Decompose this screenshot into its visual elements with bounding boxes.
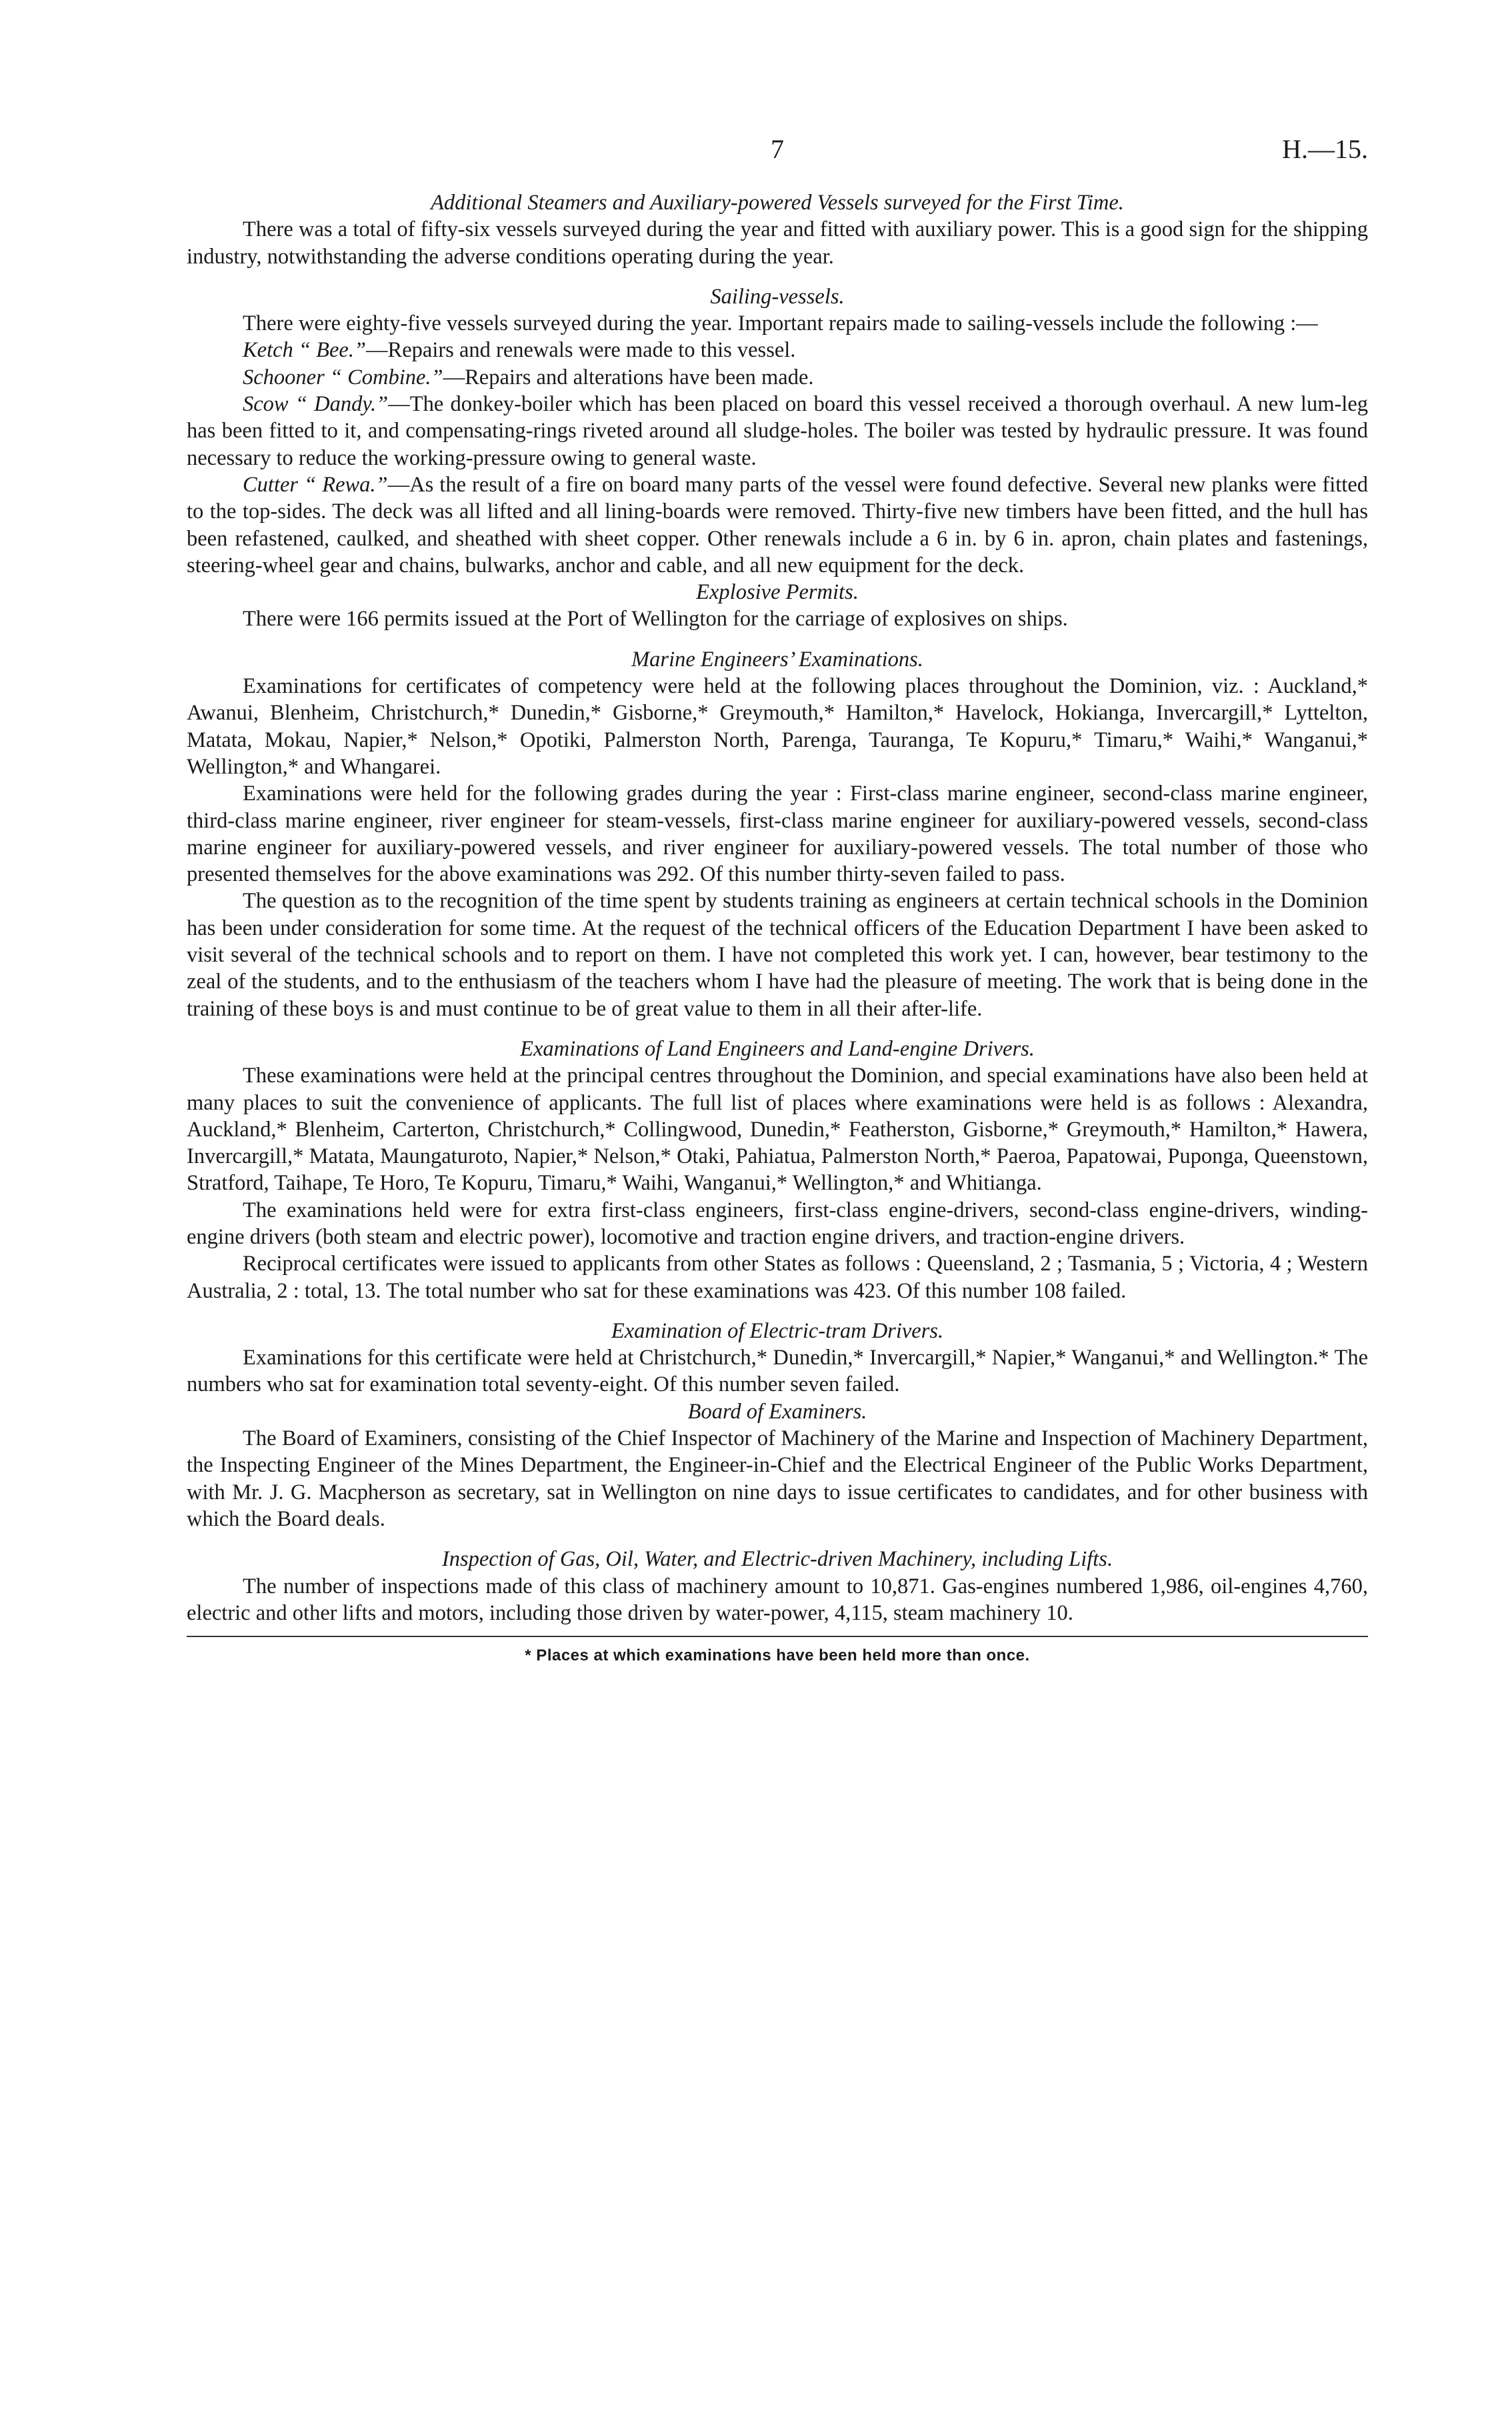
document-body [187, 189, 1368, 1669]
vessel-text: —As the result of a fire on board many parts of the vessel were found defective. Several new planks were fitted to the top-sides. The deck was all lifted and all lining-boards were removed. Thirty-five new timbers have been fitted, and the hull has been refastened, caulked, and sheathed with sheet copper. Other renewals include a 6 in. by 6 in. apron, chain plates and fastenings, steering-wheel gear and chains, bulwarks, anchor and cable, and all new equipment for the deck. [187, 472, 1368, 577]
section-heading-electric-tram: Examination of Electric-tram Drivers. [611, 1318, 944, 1343]
paragraph: Examinations for certificates of competency were held at the following places throughout the Dominion, viz. : Auckland,* Awanui, Blenheim, Christchurch,* Dunedin,* Gisborne,* Greymouth,* Hamilton,* Havelock, Hokianga, Invercargill,* Lyttelton, Matata, Mokau, Napier,* Nelson,* Opotiki, Palmerston North, Parenga, Tauranga, Te Kopuru,* Timaru,* Waihi,* Wanganui,* Wellington,* and Whangarei. [187, 674, 1368, 779]
page-header [187, 133, 1368, 173]
section-heading-land-engineers: Examinations of Land Engineers and Land-engine Drivers. [520, 1036, 1035, 1061]
vessel-name: Cutter “ Rewa.” [243, 472, 388, 497]
vessel-name: Schooner “ Combine.” [243, 365, 443, 389]
paragraph: The number of inspections made of this class of machinery amount to 10,871. Gas-engines numbered 1,986, oil-engines 4,760, electric and other lifts and motors, including those driven by water-power, 4,115, steam machinery 10. [187, 1574, 1368, 1625]
section-heading-board-examiners: Board of Examiners. [687, 1399, 867, 1424]
paragraph: The examinations held were for extra first-class engineers, first-class engine-drivers, second-class engine-drivers, winding-engine drivers (both steam and electric power), locomotive and traction engine drivers, and traction-engine drivers. [187, 1198, 1368, 1249]
paragraph: There were eighty-five vessels surveyed during the year. Important repairs made to sailing-vessels include the following :— [243, 311, 1318, 336]
section-heading-sailing-vessels: Sailing-vessels. [710, 284, 845, 309]
section-heading-inspection-machinery: Inspection of Gas, Oil, Water, and Electric-driven Machinery, including Lifts. [441, 1547, 1113, 1572]
vessel-text: —Repairs and alterations have been made. [443, 365, 814, 389]
vessel-entry-rewa [187, 471, 1368, 579]
paragraph: The Board of Examiners, consisting of the Chief Inspector of Machinery of the Marine and Inspection of Machinery Department, the Inspecting Engineer of the Mines Department, the Engineer-in-Chief and the Electrical Engineer of the Public Works Department, with Mr. J. G. Macpherson as secretary, sat in Wellington on nine days to issue certificates to candidates, and for other business with which the Board deals. [187, 1426, 1368, 1531]
vessel-entry-combine [187, 364, 1368, 391]
section-heading-additional-steamers: Additional Steamers and Auxiliary-powered Vessels surveyed for the First Time. [431, 191, 1124, 215]
vessel-entry-dandy [187, 391, 1368, 471]
paragraph: These examinations were held at the principal centres throughout the Dominion, and special examinations have also been held at many places to suit the convenience of applicants. The full list of places where examinations were held is as follows : Alexandra, Auckland,* Blenheim, Carterton, Christchurch,* Collingwood, Dunedin,* Featherston, Gisborne,* Greymouth,* Hamilton,* Hawera, Invercargill,* Matata, Maungaturoto, Napier,* Nelson,* Otaki, Pahiatua, Palmerston North,* Paeroa, Papatowai, Puponga, Queenstown, Stratford, Taihape, Te Horo, Te Kopuru, Timaru,* Waihi, Wanganui,* Wellington,* and Whitianga. [187, 1064, 1368, 1196]
section-heading-marine-engineers: Marine Engineers’ Examinations. [631, 647, 923, 672]
page-number: 7 [771, 134, 784, 164]
vessel-entry-bee [187, 337, 1368, 363]
document-reference: H.—15. [1282, 134, 1368, 164]
paragraph: The question as to the recognition of the time spent by students training as engineers at certain technical schools in the Dominion has been under consideration for some time. At the request of the technical officers of the Education Department I have been asked to visit several of the technical schools and to report on them. I have not completed this work yet. I can, however, bear testimony to the zeal of the students, and to the enthusiasm of the teachers whom I have had the pleasure of meeting. The work that is being done in the training of these boys is and must continue to be of great value to them in all their after-life. [187, 889, 1368, 1021]
paragraph: There was a total of fifty-six vessels surveyed during the year and fitted with auxiliary power. This is a good sign for the shipping industry, notwithstanding the adverse conditions operating during the year. [187, 217, 1368, 269]
footnote: * Places at which examinations have been held more than once. [525, 1646, 1030, 1665]
vessel-text: —The donkey-boiler which has been placed on board this vessel received a thorough overhaul. A new lum-leg has been fitted to it, and compensating-rings riveted around all sludge-holes. The boiler was tested by hydraulic pressure. It was found necessary to reduce the working-pressure owing to general waste. [187, 392, 1368, 470]
paragraph: Examinations were held for the following grades during the year : First-class marine engineer, second-class marine engineer, third-class marine engineer, river engineer for steam-vessels, first-class marine engineer for auxiliary-powered vessels, second-class marine engineer for auxiliary-powered vessels, and river engineer for auxiliary-powered vessels. The total number of those who presented themselves for the above examinations was 292. Of this number thirty-seven failed to pass. [187, 782, 1368, 887]
vessel-name: Ketch “ Bee.” [243, 338, 367, 363]
vessel-text: —Repairs and renewals were made to this vessel. [366, 338, 796, 363]
paragraph: Examinations for this certificate were held at Christchurch,* Dunedin,* Invercargill,* Napier,* Wanganui,* and Wellington.* The numbers who sat for examination total seventy-eight. Of this number seven failed. [187, 1346, 1368, 1397]
vessel-name: Scow “ Dandy.” [243, 392, 389, 417]
section-heading-explosive-permits: Explosive Permits. [696, 580, 859, 605]
document-page [187, 133, 1368, 1669]
paragraph: Reciprocal certificates were issued to applicants from other States as follows : Queensland, 2 ; Tasmania, 5 ; Victoria, 4 ; Western Australia, 2 : total, 13. The total number who sat for these examinations was 423. Of this number 108 failed. [187, 1252, 1368, 1303]
paragraph: There were 166 permits issued at the Port of Wellington for the carriage of explosives on ships. [243, 607, 1068, 632]
footnote-divider [187, 1636, 1368, 1637]
